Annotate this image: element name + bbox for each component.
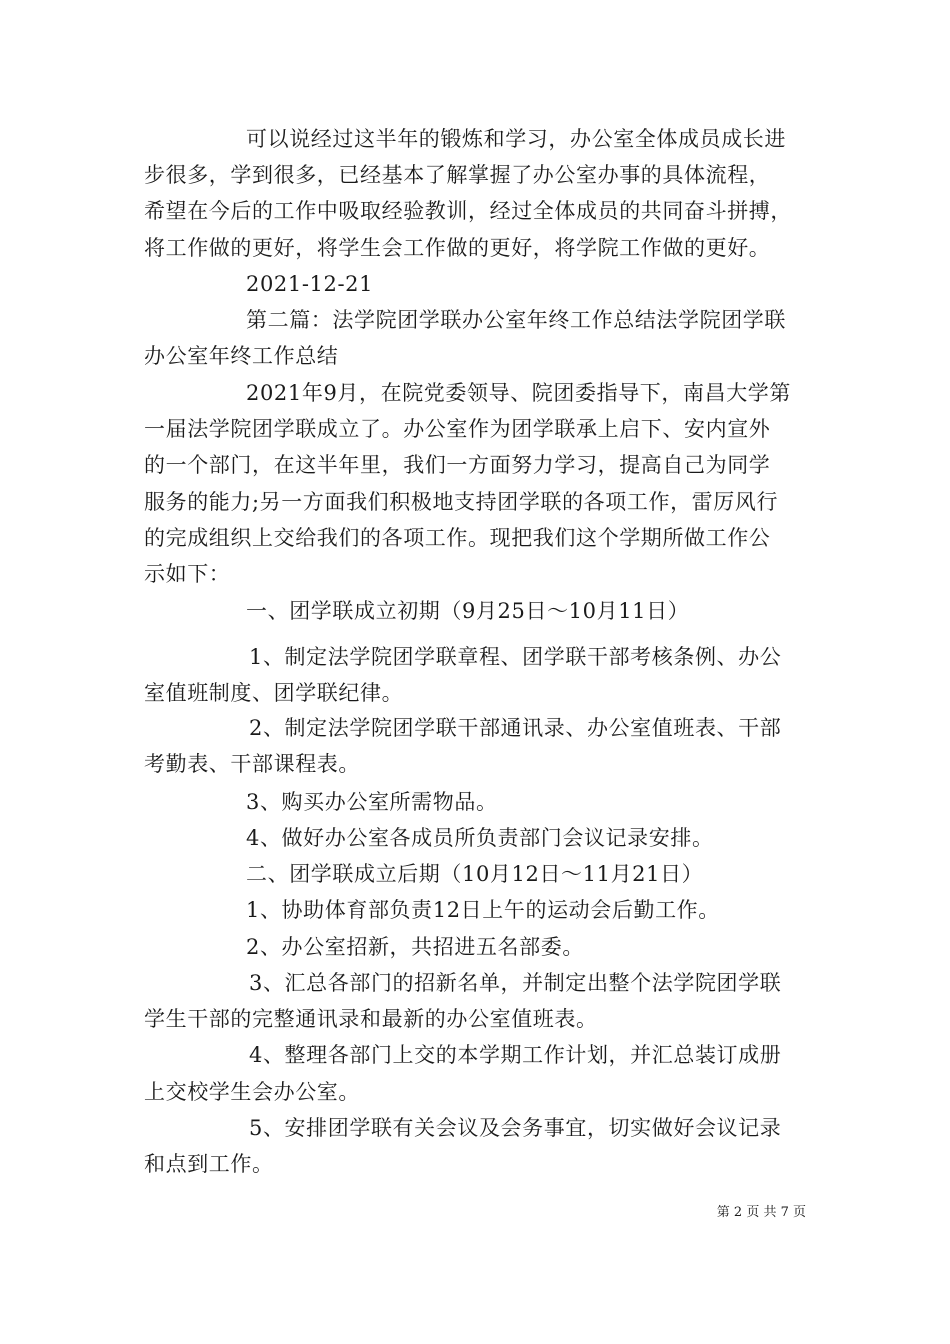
list-item: 3、购买办公室所需物品。: [246, 790, 498, 814]
paragraph-line: 2021年9月，在院党委领导、院团委指导下，南昌大学第: [246, 381, 792, 405]
paragraph-line: 示如下：: [144, 562, 231, 586]
list-item-cont: 上交校学生会办公室。: [144, 1080, 360, 1104]
list-item: 2、制定法学院团学联干部通讯录、办公室值班表、干部: [249, 716, 782, 740]
list-item: 4、做好办公室各成员所负责部门会议记录安排。: [246, 826, 714, 850]
heading-line: 一、团学联成立初期（9月25日～10月11日）: [246, 599, 690, 623]
paragraph-line: 可以说经过这半年的锻炼和学习，办公室全体成员成长进: [246, 127, 786, 151]
list-item-cont: 学生干部的完整通讯录和最新的办公室值班表。: [144, 1007, 598, 1031]
list-item: 2、办公室招新，共招进五名部委。: [246, 935, 584, 959]
paragraph-line: 的完成组织上交给我们的各项工作。现把我们这个学期所做工作公: [144, 526, 771, 550]
paragraph-line: 服务的能力;另一方面我们积极地支持团学联的各项工作，雷厉风行: [144, 490, 779, 514]
list-item-cont: 考勤表、干部课程表。: [144, 752, 360, 776]
paragraph-line: 将工作做的更好，将学生会工作做的更好，将学院工作做的更好。: [144, 236, 771, 260]
paragraph-line: 一届法学院团学联成立了。办公室作为团学联承上启下、安内宣外: [144, 417, 771, 441]
page-number: 第 2 页 共 7 页: [716, 1205, 806, 1220]
section-title: 第二篇：法学院团学联办公室年终工作总结法学院团学联: [246, 308, 786, 332]
list-item: 1、制定法学院团学联章程、团学联干部考核条例、办公: [249, 645, 782, 669]
list-item: 5、安排团学联有关会议及会务事宜，切实做好会议记录: [249, 1116, 782, 1140]
list-item: 1、协助体育部负责12日上午的运动会后勤工作。: [246, 898, 720, 922]
heading-line: 二、团学联成立后期（10月12日～11月21日）: [246, 862, 704, 886]
list-item-cont: 室值班制度、团学联纪律。: [144, 681, 404, 705]
list-item-cont: 和点到工作。: [144, 1152, 274, 1176]
date-line: 2021-12-21: [246, 272, 374, 296]
paragraph-line: 希望在今后的工作中吸取经验教训，经过全体成员的共同奋斗拼搏，: [144, 199, 792, 223]
paragraph-line: 步很多，学到很多，已经基本了解掌握了办公室办事的具体流程，: [144, 163, 771, 187]
list-item: 4、整理各部门上交的本学期工作计划，并汇总装订成册: [249, 1043, 782, 1067]
paragraph-line: 的一个部门，在这半年里，我们一方面努力学习，提高自己为同学: [144, 453, 771, 477]
section-title-cont: 办公室年终工作总结: [144, 344, 339, 368]
list-item: 3、汇总各部门的招新名单，并制定出整个法学院团学联: [249, 971, 782, 995]
